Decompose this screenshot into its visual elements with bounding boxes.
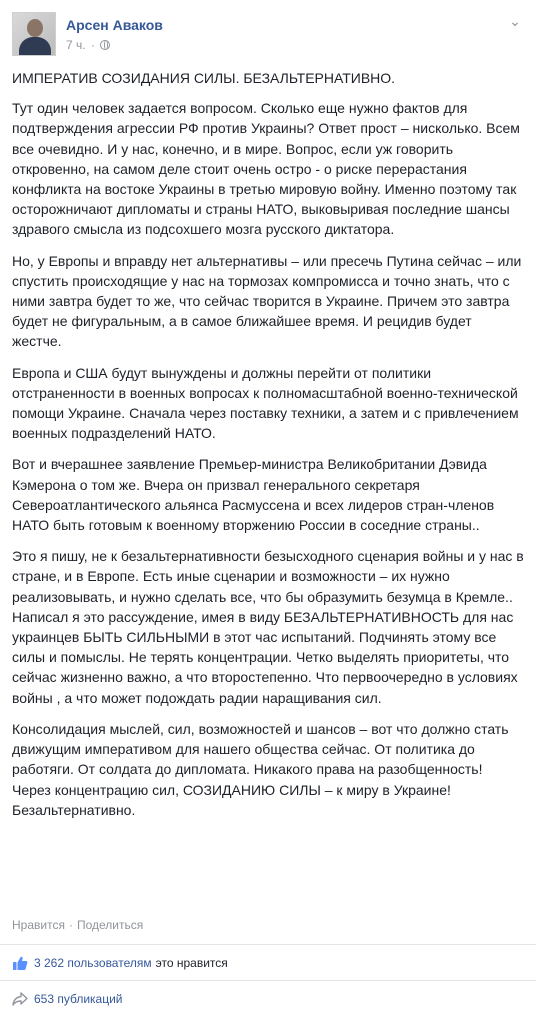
avatar-head	[27, 19, 43, 37]
likes-count[interactable]: 3 262 пользователям	[34, 956, 152, 970]
post-paragraph: Это я пишу, не к безальтернативности безысходного сценария войны и у нас в стране, и в Европе. Есть иные сценарии и возможности – их нужно реализовывать, и нужно сделать все, что бы образумить безумца в Кремле.. Написал я это рассуждение, имея в виду БЕЗАЛЬТЕРНАТИВНОСТЬ для нас украинцев БЫТЬ СИЛЬНЫМИ в этот час испытаний. Подчинять этому все силы и помыслы. Не терять концентрации. Четко выделять приоритеты, что сейчас жизненно важно, а что второстепенно. Что первоочередно в условиях войны , а что может подождать радии наращивания сил.	[12, 548, 524, 706]
chevron-down-icon[interactable]: ⌄	[509, 13, 521, 29]
avatar-body	[19, 37, 51, 56]
shares-summary	[12, 991, 123, 1007]
action-separator: ·	[68, 918, 73, 932]
post-timestamp[interactable]: 7 ч.	[66, 38, 86, 52]
post-paragraph: Европа и США будут вынуждены и должны перейти от политики отстраненности в военных вопросах к полномасштабной военно-технической помощи Украине. Сначала через поставку техники, а затем и с привлечением военных подразделений НАТО.	[12, 364, 519, 442]
post-meta	[66, 38, 110, 52]
avatar[interactable]	[12, 12, 56, 56]
post-paragraph: Консолидация мыслей, сил, возможностей и шансов – вот что должно стать движущим императивом для нашего общества сейчас. От политика до работяги. От солдата до дипломата. Никакого права на разобщенность! Через концентрацию сил, СОЗИДАНИЮ СИЛЫ – к миру в Украине! Безальтернативно.	[12, 720, 509, 818]
post-paragraph: Тут один человек задается вопросом. Сколько еще нужно фактов для подтверждения агрессии РФ против Украины? Ответ прост – нисколько. Всем все очевидно. И у нас, конечно, и в мире. Вопрос, если уж говорить откровенно, на самом деле стоит очень остро - о риске перерастания конфликта на востоке Украины в третью мировую войну. Именно поэтому так осторожничают дипломаты и страны НАТО, выковыривая последние шансы здравого смысла из подсохшего мозга русского диктатора.	[12, 100, 520, 238]
post-paragraph: Вот и вчерашнее заявление Премьер-министра Великобритании Дэвида Кэмерона о том же. Вчера он призвал генерального секретаря Североатлантического альянса Расмуссена и всех лидеров стран-членов НАТО быть готовым к военному вторжению России в соседние страны..	[12, 456, 495, 534]
post-title: ИМПЕРАТИВ СОЗИДАНИЯ СИЛЫ. БЕЗАЛЬТЕРНАТИВНО.	[12, 70, 396, 86]
share-link[interactable]: Поделиться	[76, 918, 144, 932]
likes-summary	[12, 955, 228, 971]
share-arrow-icon	[12, 991, 28, 1007]
likes-suffix: это нравится	[155, 956, 228, 970]
meta-separator: ·	[90, 38, 95, 52]
post-header	[12, 12, 522, 56]
post-actions	[12, 918, 143, 932]
globe-icon	[100, 40, 110, 50]
shares-count[interactable]: 653 публикаций	[34, 992, 123, 1006]
post-content	[12, 68, 524, 831]
thumbs-up-icon	[12, 955, 28, 971]
post-paragraph: Но, у Европы и вправду нет альтернативы – или пресечь Путина сейчас – или спустить происходящие у нас на тормозах компромисса и точно знать, что с ними завтра будет то же, что сейчас творится в Украине. Причем это завтра будет не фигуральным, а в самое ближайшее время. И рецидив будет жестче.	[12, 252, 522, 350]
like-link[interactable]: Нравится	[12, 918, 65, 932]
divider	[0, 944, 536, 945]
author-name[interactable]: Арсен Аваков	[66, 17, 163, 33]
divider	[0, 980, 536, 981]
